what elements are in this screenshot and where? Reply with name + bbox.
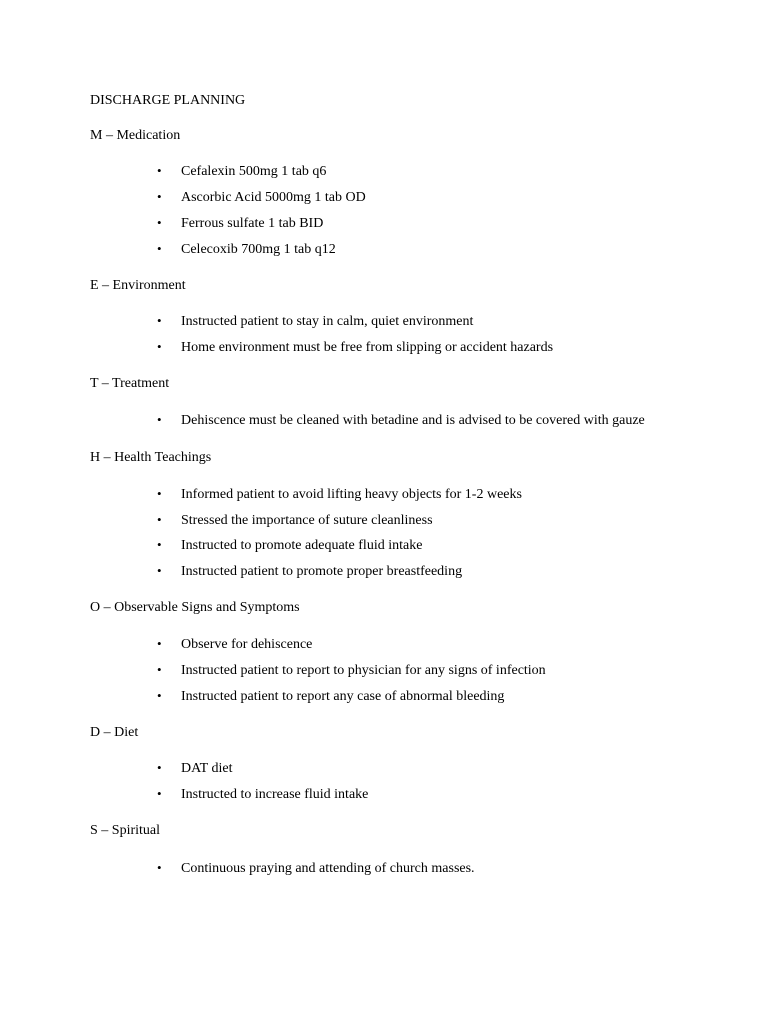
- bullet-icon: •: [157, 486, 162, 501]
- list-item-text: Stressed the importance of suture cleanliness: [181, 513, 433, 528]
- list-item-text: Instructed patient to report to physician for any signs of infection: [181, 663, 546, 678]
- bullet-icon: •: [157, 563, 162, 578]
- bullet-icon: •: [157, 339, 162, 354]
- bullet-icon: •: [157, 215, 162, 230]
- section-heading-diet: D – Diet: [90, 725, 139, 740]
- list-item: [157, 512, 433, 529]
- bullet-icon: •: [157, 662, 162, 677]
- list-item-text: Instructed patient to promote proper breastfeeding: [181, 564, 463, 579]
- list-item-text: Ferrous sulfate 1 tab BID: [181, 216, 324, 231]
- bullet-icon: •: [157, 189, 162, 204]
- list-item: [157, 537, 422, 554]
- section-heading-observable-signs: O – Observable Signs and Symptoms: [90, 600, 300, 615]
- list-item: [157, 189, 366, 206]
- list-item-text: Ascorbic Acid 5000mg 1 tab OD: [181, 190, 366, 205]
- list-item: [157, 860, 475, 877]
- list-item-text: Instructed patient to report any case of abnormal bleeding: [181, 689, 505, 704]
- list-item: [157, 563, 462, 580]
- bullet-icon: •: [157, 860, 162, 875]
- list-item-text: DAT diet: [181, 761, 233, 776]
- bullet-icon: •: [157, 636, 162, 651]
- list-item: [157, 313, 473, 330]
- bullet-icon: •: [157, 537, 162, 552]
- list-item-text: Dehiscence must be cleaned with betadine and is advised to be covered with gauze: [181, 413, 645, 428]
- section-heading-spiritual: S – Spiritual: [90, 823, 161, 838]
- list-item-text: Instructed patient to stay in calm, quiet environment: [181, 314, 474, 329]
- list-item-text: Instructed to increase fluid intake: [181, 787, 369, 802]
- bullet-icon: •: [157, 688, 162, 703]
- list-item: [157, 215, 323, 232]
- list-item: [157, 412, 645, 429]
- list-item-text: Informed patient to avoid lifting heavy objects for 1-2 weeks: [181, 487, 522, 502]
- list-item: [157, 339, 553, 356]
- list-item: [157, 163, 326, 180]
- list-item-text: Observe for dehiscence: [181, 637, 313, 652]
- list-item: [157, 786, 368, 803]
- list-item: [157, 486, 522, 503]
- section-heading-medication: M – Medication: [90, 128, 181, 143]
- bullet-icon: •: [157, 786, 162, 801]
- bullet-icon: •: [157, 512, 162, 527]
- section-heading-health-teachings: H – Health Teachings: [90, 450, 212, 465]
- bullet-icon: •: [157, 313, 162, 328]
- section-heading-treatment: T – Treatment: [90, 376, 170, 391]
- document-title: DISCHARGE PLANNING: [90, 93, 246, 108]
- list-item-text: Continuous praying and attending of church masses.: [181, 861, 475, 876]
- list-item: [157, 760, 232, 777]
- list-item-text: Cefalexin 500mg 1 tab q6: [181, 164, 327, 179]
- section-heading-environment: E – Environment: [90, 278, 186, 293]
- list-item: [157, 636, 312, 653]
- list-item: [157, 662, 546, 679]
- list-item: [157, 241, 336, 258]
- list-item-text: Celecoxib 700mg 1 tab q12: [181, 242, 336, 257]
- bullet-icon: •: [157, 241, 162, 256]
- list-item-text: Instructed to promote adequate fluid intake: [181, 538, 423, 553]
- list-item: [157, 688, 504, 705]
- bullet-icon: •: [157, 412, 162, 427]
- list-item-text: Home environment must be free from slipping or accident hazards: [181, 340, 554, 355]
- bullet-icon: •: [157, 163, 162, 178]
- bullet-icon: •: [157, 760, 162, 775]
